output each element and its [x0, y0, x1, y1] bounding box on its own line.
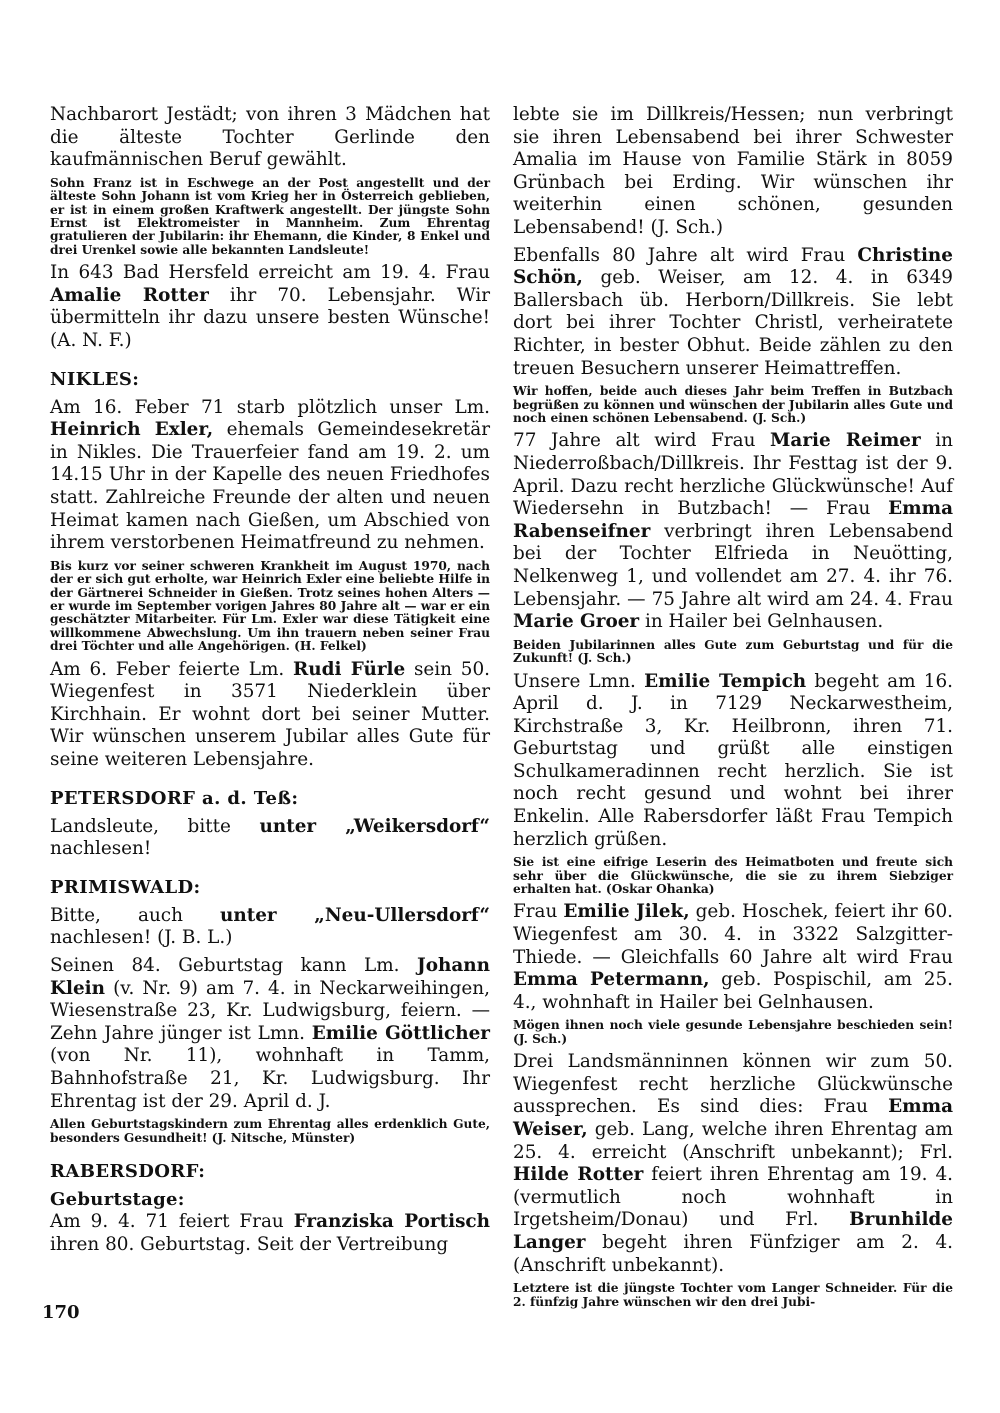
bold-name: Emma Weiser,: [513, 1096, 953, 1141]
sub-heading: [50, 1189, 490, 1211]
article-paragraph: [50, 262, 490, 352]
section-heading: [50, 369, 490, 391]
note-paragraph: [513, 1282, 953, 1309]
bold-name: Marie Groer: [513, 611, 640, 633]
text-run: nachlesen! (J. B. L.): [50, 927, 233, 949]
bold-name: Rudi Fürle: [292, 658, 406, 680]
text-run: Ebenfalls 80 Jahre alt wird Frau: [513, 244, 858, 266]
article-paragraph: [50, 816, 490, 861]
bold-name: Amalie Rotter: [50, 284, 209, 306]
bold-name: Heinrich Exler,: [50, 419, 214, 441]
note-paragraph: [513, 639, 953, 666]
bold-name: Johann Klein: [50, 954, 490, 999]
text-run: feiert ihren Ehrentag am 19. 4. (vermutlich noch wohnhaft in Irgetsheim/Donau) und Frl.: [513, 1164, 953, 1231]
article-paragraph: [513, 1051, 953, 1277]
text-run: Nachbarort Jestädt; von ihren 3 Mädchen hat die älteste Tochter Gerlinde den kaufmännischen Beruf gewählt.: [50, 104, 490, 171]
note-paragraph: [513, 385, 953, 425]
text-run: ihren 80. Geburtstag. Seit der Vertreibung: [50, 1233, 449, 1255]
bold-name: Christine Schön,: [513, 244, 953, 289]
bold-name: Emma Rabenseifner: [513, 498, 953, 542]
left-column: [50, 104, 490, 1256]
text-run: Am 9. 4. 71 feiert Frau: [50, 1210, 294, 1232]
bold-name: Marie Reimer: [770, 430, 921, 452]
article-paragraph: [50, 659, 490, 772]
text-run: (v. Nr. 9) am 7. 4. in Neckarweihingen, Wiesenstraße 23, Kr. Ludwigsburg, feiern. — Zehn Jahre jünger ist Lmn.: [50, 977, 490, 1044]
text-run: RABERSDORF:: [50, 1160, 206, 1182]
bold-name: unter „Neu-Ullersdorf“: [220, 904, 490, 926]
note-paragraph: [513, 856, 953, 896]
text-run: Mögen ihnen noch viele gesunde Lebensjahre beschieden sein! (J. Sch.): [513, 1018, 953, 1046]
text-run: PRIMISWALD:: [50, 876, 201, 898]
bold-name: Brunhilde Langer: [513, 1209, 953, 1253]
article-paragraph: [513, 245, 953, 381]
article-paragraph: [513, 430, 953, 633]
text-run: Am 16. Feber 71 starb plötzlich unser Lm.: [50, 396, 490, 418]
text-run: in Hailer bei Gelnhausen.: [639, 611, 884, 633]
article-paragraph: [50, 905, 490, 950]
bold-name: Hilde Rotter: [513, 1164, 644, 1186]
text-run: Unsere Lmn.: [513, 670, 645, 692]
text-run: nachlesen!: [50, 838, 152, 860]
text-run: sein 50. Wiegenfest in 3571 Niederklein über Kirchhain. Er wohnt dort bei seiner Mutter. Wir wünschen unserem Jubilar alles Gute für seine weiteren Lebensjahre.: [50, 658, 490, 770]
text-run: Wir hoffen, beide auch dieses Jahr beim Treffen in Butzbach begrüßen zu können und wünschen der Jubilarin alles Gute und noch einen schönen Lebensabend. (J. Sch.): [513, 384, 953, 425]
text-run: Geburtstage:: [50, 1188, 185, 1210]
bold-name: Emilie Göttlicher: [311, 1022, 490, 1044]
bold-name: Emilie Tempich: [644, 670, 807, 692]
text-run: Frau: [513, 901, 564, 923]
text-run: ihr 70. Lebensjahr. Wir übermitteln ihr dazu unsere besten Wünsche! (A. N. F.): [50, 284, 490, 351]
text-run: 77 Jahre alt wird Frau: [513, 430, 771, 452]
text-run: Drei Landsmänninnen können wir zum 50. Wiegenfest recht herzliche Glückwünsche aussprechen. Es sind dies: Frau: [513, 1051, 953, 1118]
text-run: Am 6. Feber feierte Lm.: [50, 658, 293, 680]
text-run: Letztere ist die jüngste Tochter vom Langer Schneider. Für die 2. fünfzig Jahre wünschen wir den drei Jubi-: [513, 1281, 953, 1309]
bold-name: Franziska Portisch: [293, 1210, 491, 1232]
text-run: geb. Hoschek, feiert ihr 60. Wiegenfest am 30. 4. in 3322 Salzgitter-Thiede. — Gleichfalls 60 Jahre alt wird Frau: [513, 901, 953, 968]
article-paragraph: [513, 901, 953, 1014]
text-run: Sohn Franz ist in Eschwege an der Post angestellt und der älteste Sohn Johann ist vom Krieg her in Österreich geblieben, er ist in einem großen Kraftwerk angestellt. Der jüngste Sohn Ernst ist Elektromeister in Mannheim. Zum Ehrentag gratulieren der Jubilarin: ihr Ehemann, die Kinder, 8 Enkel und drei Urenkel sowie alle bekannten Landsleute!: [50, 175, 490, 257]
section-heading: [50, 1161, 490, 1183]
page-number: 170: [42, 1302, 80, 1323]
text-run: lebte sie im Dillkreis/Hessen; nun verbringt sie ihren Lebensabend bei ihrer Schwester Amalia im Hause von Familie Stärk in 8059 Grünbach bei Erding. Wir wünschen ihr weiterhin einen schönen, gesunden Lebensabend! (J. Sch.): [513, 104, 953, 238]
text-run: Beiden Jubilarinnen alles Gute zum Geburtstag und für die Zukunft! (J. Sch.): [513, 637, 953, 666]
note-paragraph: [50, 177, 490, 257]
section-heading: [50, 788, 490, 810]
section-heading: [50, 877, 490, 899]
text-run: Sie ist eine eifrige Leserin des Heimatboten und freute sich sehr über die Glückwünsche, die sie zu ihrem Siebziger erhalten hat. (Oskar Ohanka): [513, 855, 953, 897]
text-run: verbringt ihren Lebensabend bei der Tochter Elfrieda in Neuötting, Nelkenweg 1, und vollendet am 27. 4. ihr 76. Lebensjahr. — 75 Jahre alt wird am 24. 4. Frau: [513, 520, 953, 610]
bold-name: unter „Weikersdorf“: [259, 815, 490, 837]
text-run: Bitte, auch: [50, 904, 220, 926]
bold-name: Emilie Jilek,: [563, 901, 690, 923]
article-paragraph: [50, 397, 490, 555]
text-run: geb. Pospischil, am 25. 4., wohnhaft in Hailer bei Gelnhausen.: [513, 969, 953, 1013]
text-run: geb. Lang, welche ihren Ehrentag am 25. 4. erreicht (Anschrift unbekannt); Frl.: [513, 1119, 953, 1163]
note-paragraph: [513, 1019, 953, 1046]
article-paragraph: [50, 104, 490, 172]
text-run: In 643 Bad Hersfeld erreicht am 19. 4. Frau: [50, 262, 490, 284]
text-run: Allen Geburtstagskindern zum Ehrentag alles erdenklich Gute, besonders Gesundheit! (J. Nitsche, Münster): [50, 1117, 490, 1145]
text-run: Landsleute, bitte: [50, 815, 260, 837]
article-paragraph: [50, 1211, 490, 1256]
right-column: [513, 104, 953, 1309]
text-run: begeht am 16. April d. J. in 7129 Neckarwestheim, Kirchstraße 3, Kr. Heilbronn, ihren 71. Geburtstag und grüßt alle einstigen Schulkameradinnen recht herzlich. Sie ist noch recht gesund und wohnt bei ihrer Enkelin. Alle Rabersdorfer läßt Frau Tempich herzlich grüßen.: [513, 670, 954, 850]
text-run: Bis kurz vor seiner schweren Krankheit im August 1970, nach der er sich gut erholte, war Heinrich Exler eine beliebte Hilfe in der Gärtnerei Schneider in Gießen. Trotz seines hohen Alters — er wurde im September vorigen Jahres 80 Jahre alt — war er ein geschätzter Mitarbeiter. Für Lm. Exler war diese Tätigkeit eine willkommene Abwechslung. Um ihn trauern neben seiner Frau drei Töchter und alle Angehörigen. (H. Felkel): [50, 558, 490, 654]
article-paragraph: [513, 104, 953, 240]
text-run: Seinen 84. Geburtstag kann Lm.: [50, 954, 417, 976]
article-paragraph: [513, 671, 953, 852]
text-run: PETERSDORF a. d. Teß:: [50, 787, 299, 809]
text-run: NIKLES:: [50, 368, 140, 390]
note-paragraph: [50, 560, 490, 654]
text-run: in Niederroßbach/Dillkreis. Ihr Festtag ist der 9. April. Dazu recht herzliche Glückwünsche! Auf Wiedersehn in Butzbach! — Frau: [513, 430, 953, 520]
article-paragraph: [50, 955, 490, 1113]
note-paragraph: [50, 1118, 490, 1145]
text-run: ehemals Gemeindesekretär in Nikles. Die Trauerfeier fand am 19. 2. um 14.15 Uhr in der Kapelle des neuen Friedhofes statt. Zahlreiche Freunde der alten und neuen Heimat kamen nach Gießen, um Abschied von ihrem verstorbenen Heimatfreund zu nehmen.: [50, 419, 490, 554]
bold-name: Emma Petermann,: [513, 969, 710, 991]
text-run: (von Nr. 11), wohnhaft in Tamm, Bahnhofstraße 21, Kr. Ludwigsburg. Ihr Ehrentag ist der 29. April d. J.: [50, 1045, 490, 1112]
text-run: begeht ihren Fünfziger am 2. 4. (Anschrift unbekannt).: [513, 1232, 953, 1276]
text-run: geb. Weiser, am 12. 4. in 6349 Ballersbach üb. Herborn/Dillkreis. Sie lebt dort bei ihrer Tochter Christl, verheiratete Richter, in bester Obhut. Beide zählen zu den treuen Besuchern unserer Heimattreffen.: [513, 267, 953, 379]
